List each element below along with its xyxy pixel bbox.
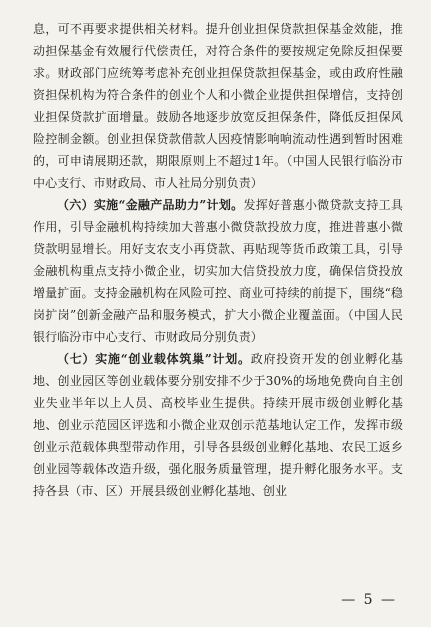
document-body — [33, 18, 403, 502]
paragraph-text: 发挥好普惠小微贷款支持工具作用，引导金融机构持续加大普惠小微贷款投放力度，推进普惠小微贷款明显增长。用好支农支小再贷款、再贴现等货币政策工具，引导金融机构重点支持小微企业，切实加大信贷投放力度，确保信贷投放增量扩面。支持金融机构在风险可控、商业可持续的前提下，围绕“稳岗扩岗”创新金融产品和服务模式，扩大小微企业覆盖面。（中国人民银行临汾市中心支行、市财政局分别负责） — [33, 198, 404, 344]
paragraph-text: 政府投资开发的创业孵化基地、创业园区等创业载体要分别安排不少于30%的场地免费向自主创业失业半年以上人员、高校毕业生提供。持续开展市级创业孵化基地、创业示范园区评选和小微企业双创示范基地认定工作，发挥市级创业示范载体典型带动作用，引导各县级创业孵化基地、农民工返乡创业园等载体改造升级，强化服务质量管理，提升孵化服务水平。支持各县（市、区）开展县级创业孵化基地、创业 — [33, 352, 404, 498]
page-number: — 5 — — [341, 592, 397, 608]
paragraph-continuation — [33, 18, 403, 194]
section-heading: （七）实施“创业载体筑巢”计划。 — [57, 352, 251, 366]
paragraph-section-7 — [33, 348, 403, 502]
paragraph-text: 息，可不再要求提供相关材料。提升创业担保贷款担保基金效能，推动担保基金有效履行代偿责任，对符合条件的要按规定免除反担保要求。财政部门应统筹考虑补充创业担保贷款担保基金，或由政府性融资担保机构为符合条件的创业个人和小微企业提供担保增信，支持创业担保贷款扩面增量。鼓励各地逐步放宽反担保条件，降低反担保风险控制金额。创业担保贷款借款人因疫情影响响流动性遇到暂时困难的，可申请展期还款，期限原则上不超过1年。（中国人民银行临汾市中心支行、市财政局、市人社局分别负责） — [33, 22, 403, 190]
paragraph-section-6 — [33, 194, 403, 348]
section-heading: （六）实施“金融产品助力”计划。 — [57, 198, 244, 212]
